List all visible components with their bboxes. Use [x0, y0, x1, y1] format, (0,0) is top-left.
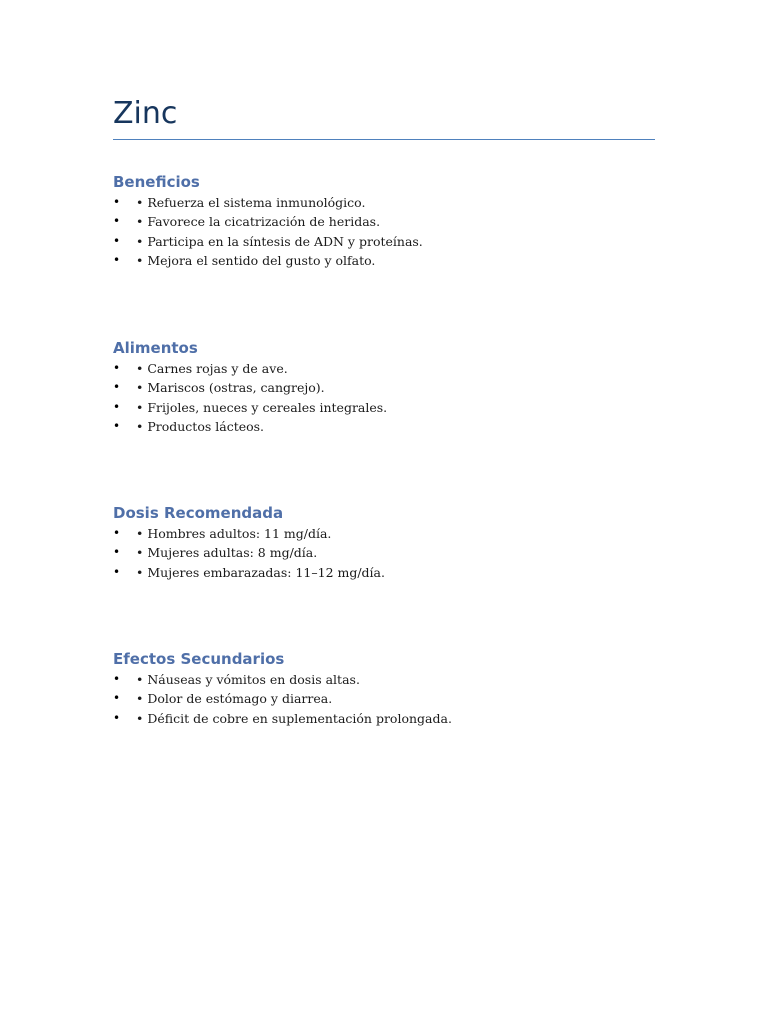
- list-item: [113, 378, 673, 397]
- list-item-text: • Déficit de cobre en suplementación prolongada.: [136, 710, 452, 726]
- section-heading: Dosis Recomendada: [113, 504, 284, 522]
- bullet-icon: •: [113, 672, 121, 686]
- section-dosis-recomendada: [113, 502, 673, 582]
- list-item: [113, 212, 673, 231]
- section-heading: Alimentos: [113, 339, 198, 357]
- list-item-text: • Participa en la síntesis de ADN y proteínas.: [136, 233, 423, 249]
- bullet-list: [113, 524, 673, 582]
- bullet-icon: •: [113, 380, 121, 395]
- list-item-text: • Productos lácteos.: [136, 419, 265, 435]
- bullet-icon: •: [113, 564, 121, 579]
- list-item: [113, 193, 673, 212]
- list-item-text: • Náuseas y vómitos en dosis altas.: [136, 672, 360, 687]
- list-item: [113, 359, 673, 378]
- list-item: [113, 543, 673, 562]
- list-item-text: • Carnes rojas y de ave.: [136, 361, 288, 376]
- list-item: [113, 417, 673, 436]
- section-heading: Efectos Secundarios: [113, 650, 285, 668]
- list-item: [113, 563, 673, 582]
- list-item: [113, 232, 673, 251]
- bullet-list: [113, 670, 673, 728]
- bullet-icon: •: [113, 233, 121, 248]
- document-title: Zinc: [113, 96, 178, 131]
- bullet-icon: •: [113, 361, 121, 375]
- bullet-icon: •: [113, 710, 121, 725]
- section-beneficios: [113, 171, 673, 271]
- bullet-icon: •: [113, 545, 121, 560]
- bullet-icon: •: [113, 253, 121, 268]
- list-item-text: • Dolor de estómago y diarrea.: [136, 691, 333, 707]
- bullet-icon: •: [113, 419, 121, 434]
- section-heading: Beneficios: [113, 173, 200, 191]
- bullet-icon: •: [113, 214, 121, 229]
- title-underline-rule: [113, 139, 655, 140]
- bullet-icon: •: [113, 691, 121, 706]
- list-item-text: • Mujeres adultas: 8 mg/día.: [136, 545, 318, 561]
- list-item-text: • Mejora el sentido del gusto y olfato.: [136, 253, 376, 269]
- bullet-list: [113, 193, 673, 271]
- list-item-text: • Mariscos (ostras, cangrejo).: [136, 380, 325, 396]
- list-item-text: • Favorece la cicatrización de heridas.: [136, 214, 381, 230]
- list-item: [113, 398, 673, 417]
- section-alimentos: [113, 337, 673, 437]
- list-item: [113, 524, 673, 543]
- list-item: [113, 670, 673, 689]
- list-item: [113, 251, 673, 270]
- bullet-icon: •: [113, 399, 121, 414]
- list-item-text: • Refuerza el sistema inmunológico.: [136, 195, 366, 210]
- section-efectos-secundarios: [113, 648, 673, 728]
- list-item: [113, 709, 673, 728]
- bullet-icon: •: [113, 195, 121, 209]
- list-item: [113, 689, 673, 708]
- list-item-text: • Hombres adultos: 11 mg/día.: [136, 526, 332, 541]
- bullet-icon: •: [113, 526, 121, 540]
- bullet-list: [113, 359, 673, 437]
- list-item-text: • Frijoles, nueces y cereales integrales.: [136, 399, 388, 415]
- list-item-text: • Mujeres embarazadas: 11–12 mg/día.: [136, 564, 385, 580]
